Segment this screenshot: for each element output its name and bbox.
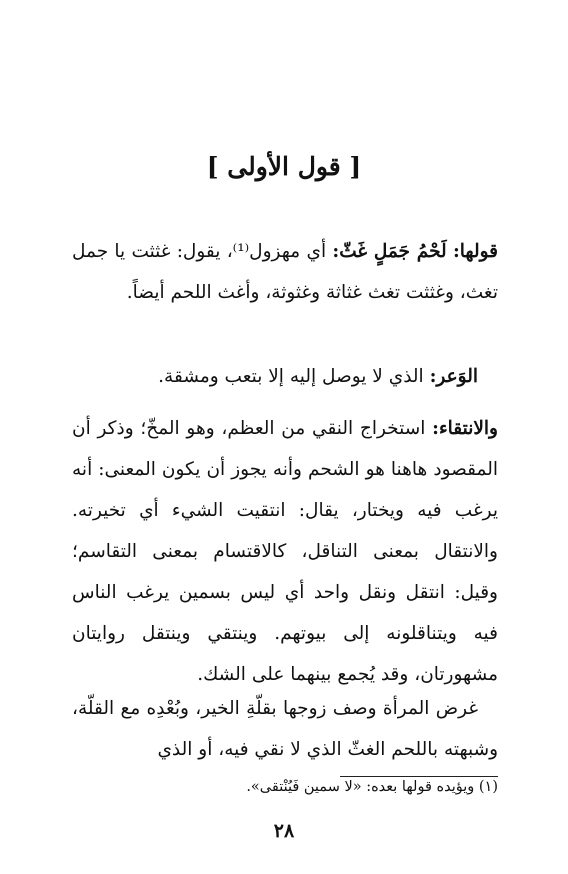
paragraph-qawluha [72,231,498,313]
paragraph-alwaar [72,356,498,397]
paragraph-gharad [72,688,498,770]
paragraph-lead: والانتقاء: [432,418,498,439]
quoted-phrase: لَحْمُ جَمَلٍ غَثّ: [332,241,447,262]
paragraph-alintiqa [72,408,498,695]
section-title: [ قول الأولى ] [206,152,362,181]
paragraph-lead: قولها: [452,241,498,262]
paragraph-lead: الوَعر: [429,366,478,387]
footnote: (١) ويؤيده قولها بعده: «لا سمين فَيُنْتقى». [246,779,498,795]
paragraph-text: الذي لا يوصل إليه إلا بتعب ومشقة. [158,366,424,387]
paragraph-text: غرض المرأة وصف زوجها بقلّةِ الخير، وبُعْدِه مع القلّة، وشبهته باللحم الغثّ الذي لا نقي فيه، أو الذي [72,698,498,760]
paragraph-text: استخراج النقي من العظم، وهو المخّ؛ وذكر أن المقصود هاهنا هو الشحم وأنه يجوز أن يكون المعنى: أنه يرغب فيه ويختار، يقال: انتقيت الشيء أي تخيرته. والانتقال بمعنى التناقل، كالاقتسام بمعنى التقاسم؛ وقيل: انتقل ونقل واحد أي ليس بسمين يرغب الناس فيه ويتناقلونه إلى بيوتهم. وينتقي وينتقل روايتان مشهورتان، وقد يُجمع بينهما على الشك. [72,418,498,685]
page-number: ٢٨ [273,820,295,842]
paragraph-text: أي مهزول⁽¹⁾، يقول: غثثت يا جمل تغث، وغثثت تغث غثاثة وغثوثة، وأغث اللحم أيضاً. [72,241,498,303]
